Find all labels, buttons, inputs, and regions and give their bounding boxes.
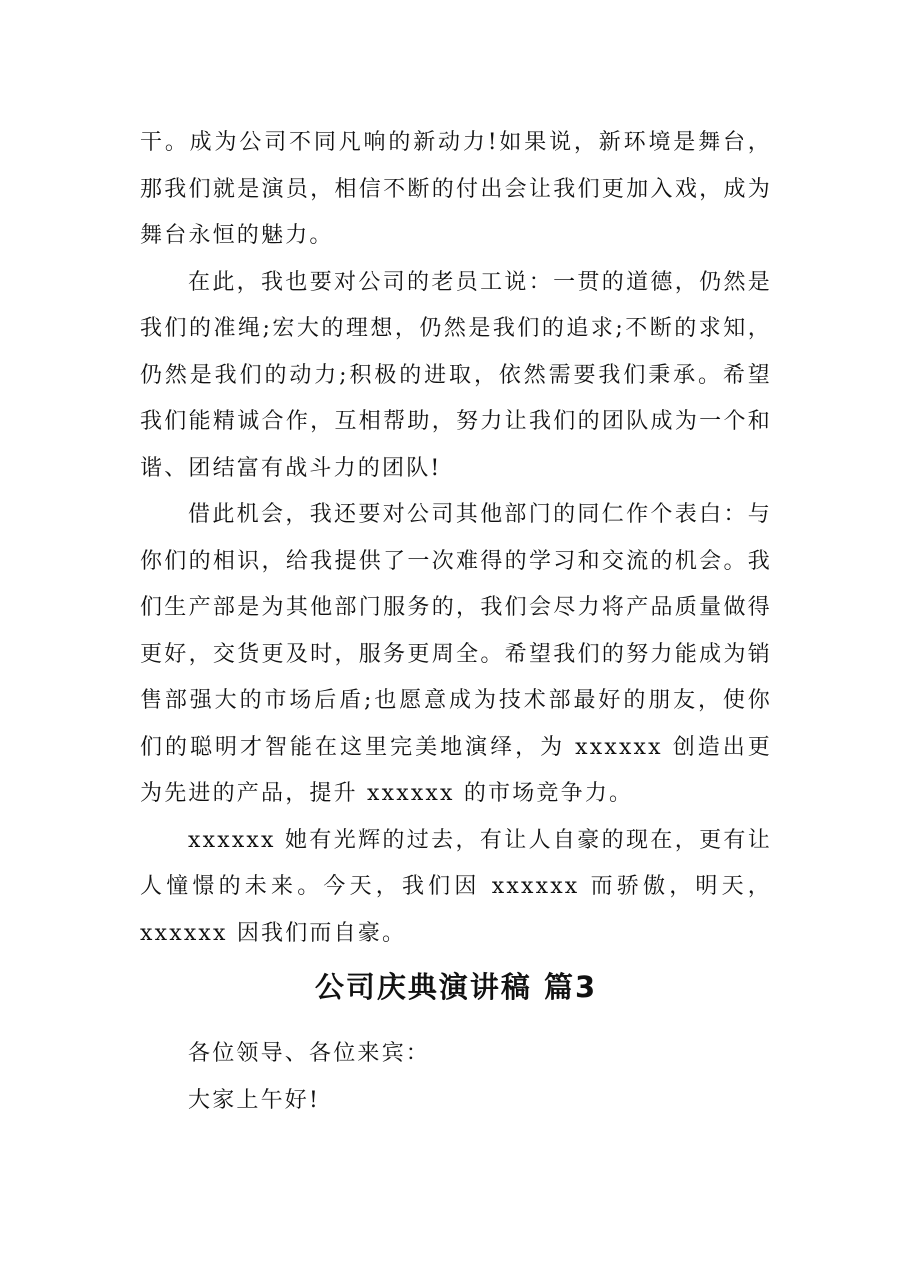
paragraph-other-departments: 借此机会，我还要对公司其他部门的同仁作个表白：与你们的相识，给我提供了一次难得的学习和交流的机会。我们生产部是为其他部门服务的，我们会尽力将产品质量做得更好，交货更及时，服务更周全。希望我们的努力能成为销售部强大的市场后盾;也愿意成为技术部最好的朋友，使你们的聪明才智能在这里完美地演绎，为 xxxxxx 创造出更为先进的产品，提升 xxxxxx 的市场竞争力。 [140, 502, 772, 806]
paragraph-veteran-staff: 在此，我也要对公司的老员工说：一贯的道德，仍然是我们的准绳;宏大的理想，仍然是我们的追求;不断的求知，仍然是我们的动力;积极的进取，依然需要我们秉承。希望我们能精诚合作，互相帮助，努力让我们的团队成为一个和谐、团结富有战斗力的团队! [140, 269, 772, 481]
salutation: 各位领导、各位来宾： [188, 1041, 431, 1066]
paragraph-company-pride: xxxxxx 她有光辉的过去，有让人自豪的现在，更有让人憧憬的未来。今天，我们因 xxxxxx 而骄傲，明天，xxxxxx 因我们而自豪。 [140, 827, 772, 946]
section-heading: 公司庆典演讲稿 篇3 [314, 970, 598, 1004]
paragraph-continuation: 干。成为公司不同凡响的新动力!如果说，新环境是舞台，那我们就是演员，相信不断的付出会让我们更加入戏，成为舞台永恒的魅力。 [140, 130, 772, 248]
document-page [140, 120, 772, 1124]
greeting: 大家上午好! [188, 1087, 321, 1113]
